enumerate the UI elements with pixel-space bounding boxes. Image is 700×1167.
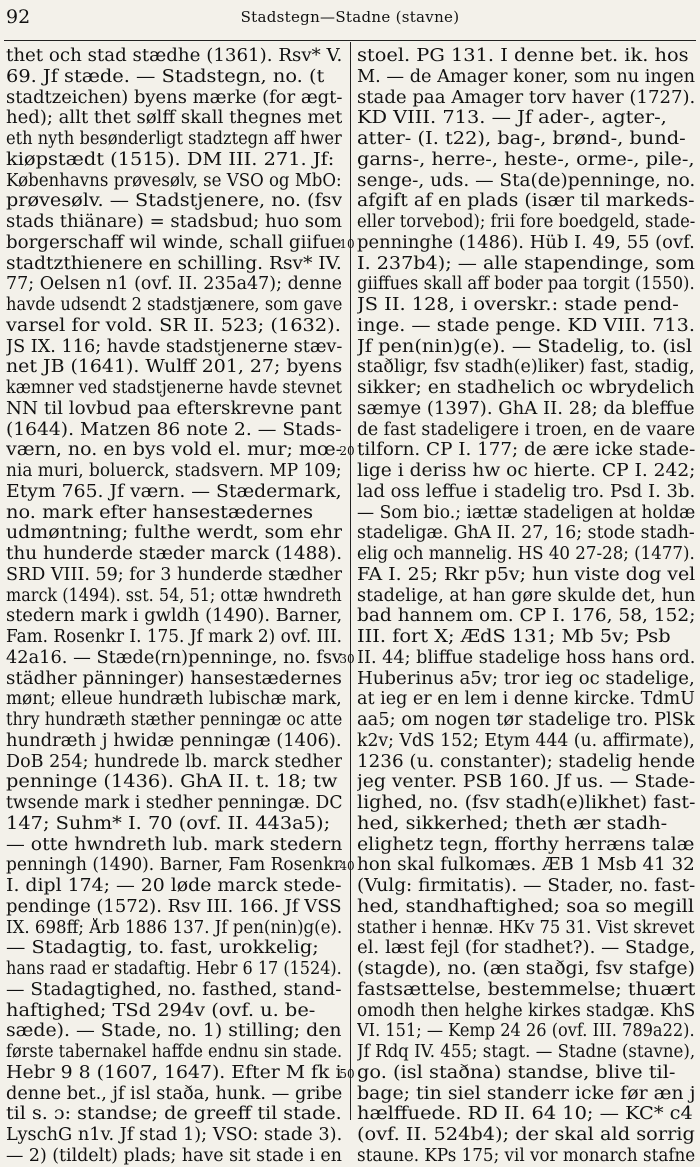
right-column-line: go. (isl staðna) standse, blive til- <box>357 1062 676 1083</box>
right-column-line: — Som bio.; iættæ stadeligen at holdæ <box>357 502 695 523</box>
right-column-line: hælffuede. RD II. 64 10; — KC* c4 <box>357 1104 693 1125</box>
right-column-line: penninghe (1486). Hüb I. 49, 55 (ovf. <box>357 232 695 253</box>
left-column-line: udmøntning; fulthe werdt, som ehr <box>6 523 342 544</box>
right-column-line: II. 44; bliffue stadelige hoss hans ord. <box>357 647 695 668</box>
left-column-line: IX. 698ff; Årb 1886 137. Jf pen(nin)g(e). <box>6 917 342 938</box>
right-column-line: sikker; en stadhelich oc wbrydelich <box>357 378 695 398</box>
left-column-line: penninge (1436). GhA II. t. 18; tw <box>6 772 338 793</box>
left-column-line: 77; Oelsen n1 (ovf. II. 235a47); denne <box>6 274 342 295</box>
right-column-line: lige i deriss hw oc hierte. CP I. 242; <box>357 461 695 481</box>
right-column-line: M. — de Amager koner, som nu ingen <box>357 66 695 87</box>
left-column-line: kæmner ved stadstjenerne havde stevnet <box>6 378 342 398</box>
left-column-line: 42a16. — Stæde(rn)penninge, no. fsv <box>6 647 342 668</box>
left-column-line: thet och stad stædhe (1361). Rsv* V. <box>6 46 342 66</box>
running-head: Stadstegn—Stadne (stavne) <box>240 8 460 26</box>
right-column-line: atter- (I. t22), bag-, brønd-, bund- <box>357 129 686 149</box>
right-column-line: stather i hennæ. HKv 75 31. Vist skrevet <box>357 917 695 938</box>
right-column-line: aa5; om nogen tør stadelige tro. PlSk <box>357 710 695 730</box>
left-column-line: thry hundræth stæther penningæ oc atte <box>6 710 342 730</box>
right-column-line: (Vulg: firmitatis). — Stader, no. fast- <box>357 876 695 896</box>
right-column-line: elighetz tegn, fforthy herræns talæ <box>357 834 695 855</box>
right-column-line: FA I. 25; Rkr p5v; hun viste dog vel <box>357 564 695 585</box>
right-column-line: elig och mannelig. HS 40 27-28; (1477). <box>357 544 695 564</box>
right-column-line: de fast stadeligere i troen, en de vaare <box>357 419 695 440</box>
column-divider <box>350 42 351 1120</box>
right-column-line: VI. 151; — Kemp 24 26 (ovf. III. 789a22). <box>357 1021 695 1042</box>
left-column-line: stedern mark i gwldh (1490). Barner, <box>6 606 342 627</box>
right-column-line: Jf Rdq IV. 455; stagt. — Stadne (stavne), <box>357 1042 695 1062</box>
right-column-line: inge. — stade penge. KD VIII. 713. <box>357 315 695 336</box>
right-column-line: stadeligæ. GhA II. 27, 16; stode stadh- <box>357 523 695 544</box>
margin-line-number: 40 <box>339 859 355 874</box>
right-column-line: stadelige, at han gøre skulde det, hun <box>357 585 695 606</box>
left-column-line: 69. Jf stæde. — Stadstegn, no. (t <box>6 66 325 87</box>
left-column-line: hed); allt thet sølff skall thegnes met <box>6 108 342 129</box>
right-column-line: k2v; VdS 152; Etym 444 (u. affirmate), <box>357 730 695 751</box>
left-column-line: hundræth j hwidæ penningæ (1406). <box>6 730 342 751</box>
left-column-line: stadtzthienere en schilling. Rsv* IV. <box>6 253 342 274</box>
left-column-line: haftighed; TSd 294v (ovf. u. be- <box>6 1000 316 1021</box>
left-column-line: mønt; elleue hundræth lubischæ mark, <box>6 689 342 710</box>
left-column-line: eth nyth besønderligt stadztegn aff hwer <box>6 129 342 149</box>
left-column-line: havde udsendt 2 stadstjænere, som gave <box>6 295 342 315</box>
right-column-line: el. læst fejl (for stadhet?). — Stadge, <box>357 938 695 959</box>
left-column-line: til s. ɔ: standse; de greeff til stade. <box>6 1104 342 1125</box>
right-column-line: hed, sikkerhed; theth ær stadh- <box>357 813 668 834</box>
right-column-line: KD VIII. 713. — Jf ader-, agter-, <box>357 108 667 129</box>
right-column-line: I. 237b4); — alle stapendinge, som <box>357 253 695 274</box>
left-column-line: hans raad er stadaftig. Hebr 6 17 (1524). <box>6 959 342 979</box>
left-column-line: — Stadagtighed, no. fasthed, stand- <box>6 979 342 1000</box>
page-number: 92 <box>6 6 31 28</box>
left-column-line: prøvesølv. — Stadstjenere, no. (fsv <box>6 191 342 212</box>
left-column-line: pendinge (1572). Rsv III. 166. Jf VSS <box>6 896 342 917</box>
right-column-line: eller torvebod); frii fore boedgeld, stade- <box>357 212 695 232</box>
left-column-line: net JB (1641). Wulff 201, 27; byens <box>6 357 342 378</box>
right-column-line: (stagde), no. (æn staðgi, fsv stafge) <box>357 959 695 979</box>
left-column-line: første tabernakel haffde endnu sin stade. <box>6 1042 342 1062</box>
right-column <box>357 46 695 1167</box>
left-column-line: DoB 254; hundrede lb. marck stedher <box>6 751 342 772</box>
left-column-line: kiøpstædt (1515). DM III. 271. Jf: <box>6 149 335 170</box>
left-column-line: 147; Suhm* I. 70 (ovf. II. 443a5); <box>6 813 331 834</box>
left-column-line: — 2) (tildelt) plads; have sit stade i en <box>6 1145 342 1166</box>
right-column-line: Jf pen(nin)g(e). — Stadelig, to. (isl <box>357 336 693 357</box>
right-column-line: senge-, uds. — Sta(de)penninge, no. <box>357 170 695 191</box>
left-column-line: no. mark efter hansestædernes <box>6 502 314 523</box>
left-column-line: varsel for vold. SR II. 523; (1632). <box>6 315 341 336</box>
left-column-line: Fam. Rosenkr I. 175. Jf mark 2) ovf. III. <box>6 627 342 647</box>
left-column <box>6 46 342 1167</box>
right-column-line: stade paa Amager torv haver (1727). <box>357 87 695 108</box>
right-column-line: fastsættelse, bestemmelse; thuært <box>357 979 695 1000</box>
right-column-line: staune. KPs 175; vil vor monarch stafne <box>357 1145 695 1166</box>
right-column-line: staðligr, fsv stadh(e)liker) fast, stadig, <box>357 357 695 378</box>
right-column-line: hon skal fulkomæs. ÆB 1 Msb 41 32 <box>357 855 695 876</box>
left-column-line: denne bet., jf isl staða, hunk. — gribe <box>6 1083 342 1104</box>
left-column-line: thu hunderde stæder marck (1488). <box>6 544 342 564</box>
right-column-line: tilforn. CP I. 177; de ære icke stade- <box>357 440 695 461</box>
left-column-line: städher pänninger) hansestædernes <box>6 668 342 689</box>
left-column-line: stads thiänare) = stadsbud; huo som <box>6 212 342 232</box>
right-column-line: (ovf. II. 524b4); der skal ald sorrig <box>357 1125 695 1145</box>
right-column-line: Huberinus a5v; tror ieg oc stadelige, <box>357 668 695 689</box>
left-column-line: twsende mark i stedher penningæ. DC <box>6 793 342 813</box>
right-column-line: sæmye (1397). GhA II. 28; da bleffue <box>357 398 695 419</box>
right-column-line: garns-, herre-, heste-, orme-, pile-, <box>357 149 695 170</box>
right-column-line: III. fort X; ÆdS 131; Mb 5v; Psb <box>357 627 671 647</box>
left-column-line: Hebr 9 8 (1607, 1647). Efter M fk i <box>6 1062 342 1083</box>
left-column-line: Etym 765. Jf værn. — Stædermark, <box>6 481 342 502</box>
right-column-line: JS II. 128, i overskr.: stade pend- <box>357 295 679 315</box>
right-column-line: lad oss leffue i stadelig tro. Psd I. 3b. <box>357 481 695 502</box>
margin-line-number: 20 <box>339 444 355 459</box>
header-rule <box>4 40 696 41</box>
margin-line-number: 10 <box>339 236 355 251</box>
left-column-line: NN til lovbud paa efterskrevne pant <box>6 398 342 419</box>
left-column-line: borgerschaff wil winde, schall giifue <box>6 232 342 253</box>
right-column-line: jeg venter. PSB 160. Jf us. — Stade- <box>357 772 695 793</box>
right-column-line: afgift af en plads (især til markeds- <box>357 191 695 212</box>
left-column-line: nia muri, boluerck, stadsvern. MP 109; <box>6 461 342 481</box>
right-column-line: 1236 (u. constanter); stadelig hende <box>357 751 695 772</box>
left-column-line: SRD VIII. 59; for 3 hunderde stædher <box>6 564 342 585</box>
margin-line-number: 30 <box>339 651 355 666</box>
left-column-line: penningh (1490). Barner, Fam Rosenkr <box>6 855 342 876</box>
left-column-line: marck (1494). sst. 54, 51; ottæ hwndreth <box>6 585 342 606</box>
left-column-line: værn, no. en bys vold el. mur; mœ- <box>6 440 342 461</box>
left-column-line: I. dipl 174; — 20 løde marck stede- <box>6 876 342 896</box>
margin-line-number: 50 <box>339 1066 355 1081</box>
right-column-line: omodh then helghe kirkes stadgæ. KhS <box>357 1000 695 1021</box>
left-column-line: — Stadagtig, to. fast, urokkelig; <box>6 938 319 959</box>
left-column-line: sæde). — Stade, no. 1) stilling; den <box>6 1021 342 1042</box>
right-column-line: lighed, no. (fsv stadh(e)likhet) fast- <box>357 793 695 813</box>
right-column-line: bage; tin siel standerr icke før æn j <box>357 1083 695 1104</box>
right-column-line: giiffues skall aff boder paa torgit (1550). <box>357 274 695 295</box>
left-column-line: stadtzeichen) byens mærke (for ægt- <box>6 87 342 108</box>
left-column-line: (1644). Matzen 86 note 2. — Stads- <box>6 419 342 440</box>
right-column-line: bad hannem om. CP I. 176, 58, 152; <box>357 606 695 627</box>
right-column-line: stoel. PG 131. I denne bet. ik. hos <box>357 46 689 66</box>
left-column-line: Københavns prøvesølv, se VSO og MbO: <box>6 170 342 191</box>
right-column-line: at ieg er en lem i denne kircke. TdmU <box>357 689 695 710</box>
left-column-line: — otte hwndreth lub. mark stedern <box>6 834 342 855</box>
right-column-line: hed, standhaftighed; soa so megill <box>357 896 695 917</box>
page-header <box>0 6 700 32</box>
left-column-line: LyschG n1v. Jf stad 1); VSO: stade 3). <box>6 1125 342 1145</box>
left-column-line: JS IX. 116; havde stadstjenerne stæv- <box>6 336 342 357</box>
